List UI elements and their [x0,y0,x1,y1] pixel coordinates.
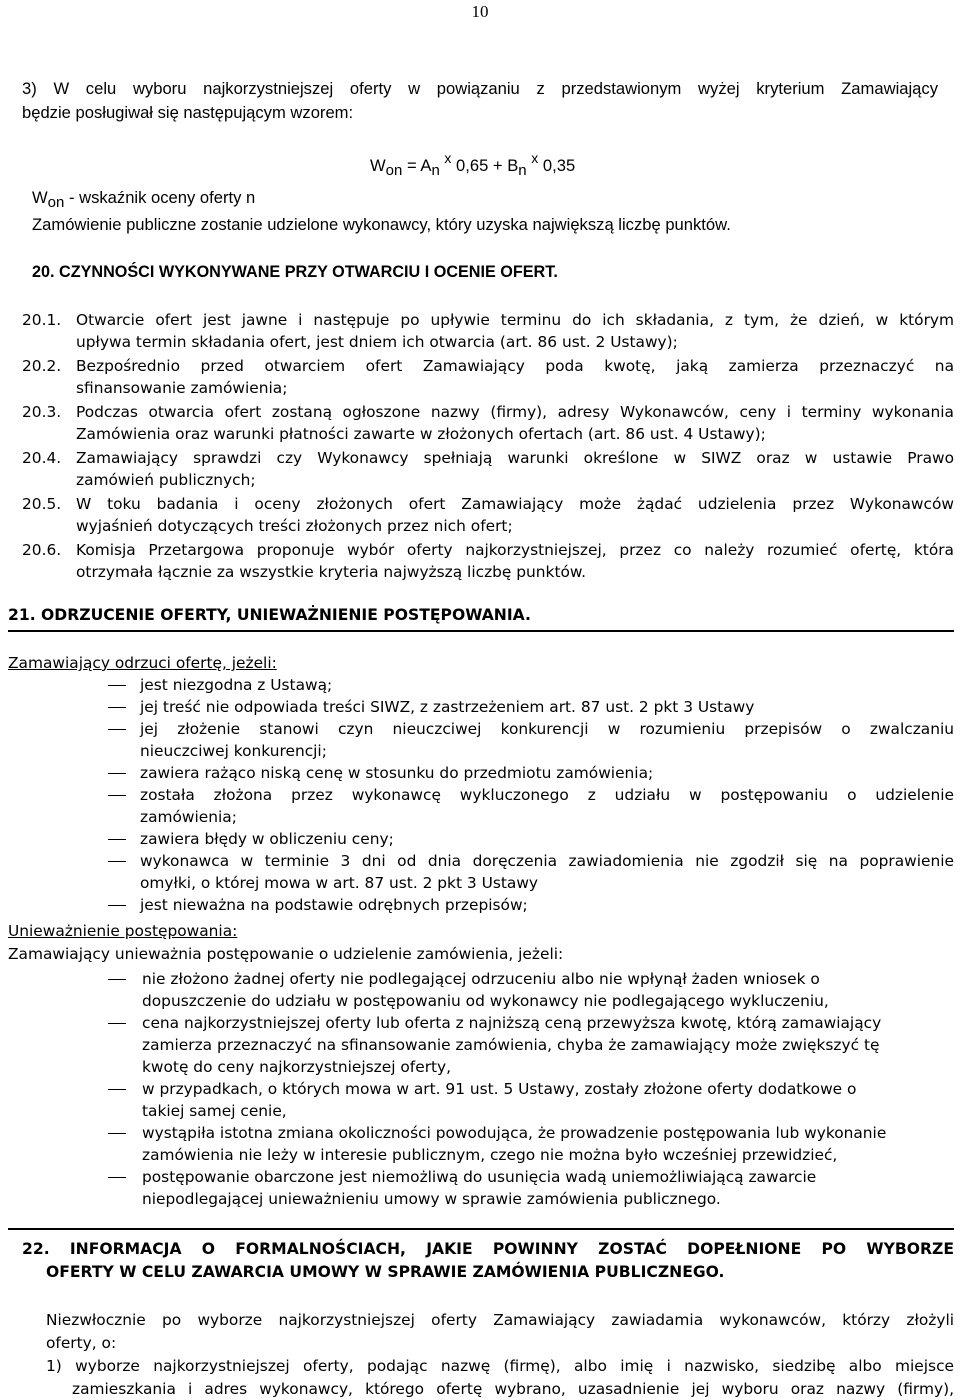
list-item: postępowanie obarczone jest niemożliwą do usunięcia wadą uniemożliwiającą zawarcie niepodlegającej unieważnieniu umowy w sprawie zamówienia publicznego. [0,1166,960,1210]
criterion-intro-line2: będzie posługiwał się następującym wzorem: [22,103,354,122]
annul-list [0,968,960,1210]
list-item: nie złożono żadnej oferty nie podlegającej odrzuceniu albo nie wpłynął żaden wniosek o dopuszczenie do udziału w postępowaniu od wykonawcy nie podlegającego wykluczeniu, [0,968,960,1012]
formula-definition: $W_{on}$ - wskaźnik oceny oferty n [32,188,256,211]
list-item: 20.3. Podczas otwarcia ofert zostaną ogłoszone nazwy (firmy), adresy Wykonawców, ceny i terminy wykonania Zamówienia oraz warunki płatności zawarte w złożonych ofertach (art. 86 ust. 4 Ustawy); [22,403,954,443]
list-item: jest niezgodna z Ustawą; [0,674,960,696]
list-item: jest nieważna na podstawie odrębnych przepisów; [0,894,960,916]
page-number: 10 [471,2,489,21]
reject-heading: Zamawiający odrzuci ofertę, jeżeli: [8,654,277,672]
award-statement: Zamówienie publiczne zostanie udzielone wykonawcy, który uzyska największą liczbę punktów. [32,215,731,234]
dash-bullet [108,773,126,774]
section-22-item-1-line1: 1) wyborze najkorzystniejszej oferty, podając nazwę (firmę), albo imię i nazwisko, siedzibę albo miejsce [46,1357,954,1375]
section-22-intro-line1: Niezwłocznie po wyborze najkorzystniejszej oferty Zamawiający zawiadamia wykonawców, którzy złożyli [46,1311,954,1329]
list-item: 20.6. Komisja Przetargowa proponuje wybór oferty najkorzystniejszej, przez co należy rozumieć ofertę, która otrzymała łącznie za wszystkie kryteria najwyższą liczbę punktów. [22,541,954,581]
section-22-intro-line2: oferty, o: [46,1334,117,1352]
section-divider [8,1228,954,1230]
dash-bullet [108,1177,126,1178]
dash-bullet [108,861,126,862]
section-20-list [22,309,954,585]
criterion-intro-line1: 3) W celu wyboru najkorzystniejszej oferty w powiązaniu z przedstawionym wyżej kryterium Zamawiający [22,79,938,98]
score-formula: $W_{on} = A_n$ $^x$ $0,65 + B_n$ $^x$ 0,35 [370,150,576,179]
dash-bullet [108,1133,126,1134]
list-item: 20.4. Zamawiający sprawdzi czy Wykonawcy spełniają warunki określone w SIWZ oraz w ustawie Prawo zamówień publicznych; [22,449,954,489]
list-item: zawiera błędy w obliczeniu ceny; [0,828,960,850]
reject-list [0,674,960,916]
section-divider [8,630,954,632]
dash-bullet [108,839,126,840]
list-item: jej złożenie stanowi czyn nieuczciwej konkurencji w rozumieniu przepisów o zwalczaniu nieuczciwej konkurencji; [0,718,960,762]
list-item: została złożona przez wykonawcę wykluczonego z udziału w postępowaniu o udzielenie zamówienia; [0,784,960,828]
section-21-title: 21. ODRZUCENIE OFERTY, UNIEWAŻNIENIE POSTĘPOWANIA. [8,606,531,624]
list-item: 20.1. Otwarcie ofert jest jawne i następuje po upływie terminu do ich składania, z tym, że dzień, w którym upływa termin składania ofert, jest dniem ich otwarcia (art. 86 ust. 2 Ustawy); [22,311,954,351]
dash-bullet [108,729,126,730]
list-item: w przypadkach, o których mowa w art. 91 ust. 5 Ustawy, zostały złożone oferty dodatkowe o takiej samej cenie, [0,1078,960,1122]
annul-intro: Zamawiający unieważnia postępowanie o udzielenie zamówienia, jeżeli: [8,945,564,963]
dash-bullet [108,707,126,708]
list-item: jej treść nie odpowiada treści SIWZ, z zastrzeżeniem art. 87 ust. 2 pkt 3 Ustawy [0,696,960,718]
list-item: wystąpiła istotna zmiana okoliczności powodująca, że prowadzenie postępowania lub wykonanie zamówienia nie leży w interesie publicznym, czego nie można było wcześniej przewidzieć, [0,1122,960,1166]
list-item: 20.2. Bezpośrednio przed otwarciem ofert Zamawiający poda kwotę, jaką zamierza przeznaczyć na sfinansowanie zamówienia; [22,357,954,397]
dash-bullet [108,979,126,980]
dash-bullet [108,685,126,686]
dash-bullet [108,1023,126,1024]
section-22-title-line1: 22. INFORMACJA O FORMALNOŚCIACH, JAKIE POWINNY ZOSTAĆ DOPEŁNIONE PO WYBORZE [22,1240,954,1258]
section-22-title-line2: OFERTY W CELU ZAWARCIA UMOWY W SPRAWIE ZAMÓWIENIA PUBLICZNEGO. [46,1263,725,1281]
dash-bullet [108,1089,126,1090]
list-item: 20.5. W toku badania i oceny złożonych ofert Zamawiający może żądać udzielenia przez Wykonawców wyjaśnień dotyczących treści złożonych przez nich ofert; [22,495,954,535]
dash-bullet [108,905,126,906]
section-20-title: 20. CZYNNOŚCI WYKONYWANE PRZY OTWARCIU I OCENIE OFERT. [32,263,558,281]
list-item: wykonawca w terminie 3 dni od dnia doręczenia zawiadomienia nie zgodził się na poprawienie omyłki, o której mowa w art. 87 ust. 2 pkt 3 Ustawy [0,850,960,894]
list-item: zawiera rażąco niską cenę w stosunku do przedmiotu zamówienia; [0,762,960,784]
dash-bullet [108,795,126,796]
annul-heading: Unieważnienie postępowania: [8,922,238,940]
section-22-item-1-line2: zamieszkania i adres wykonawcy, którego ofertę wybrano, uzasadnienie jej wyboru oraz nazwy (firmy), [72,1380,954,1398]
list-item: cena najkorzystniejszej oferty lub oferta z najniższą ceną przewyższa kwotę, którą zamawiający zamierza przeznaczyć na sfinansowanie zamówienia, chyba że zamawiający może zwiększyć tę kwotę do ceny najkorzystniejszej oferty, [0,1012,960,1078]
